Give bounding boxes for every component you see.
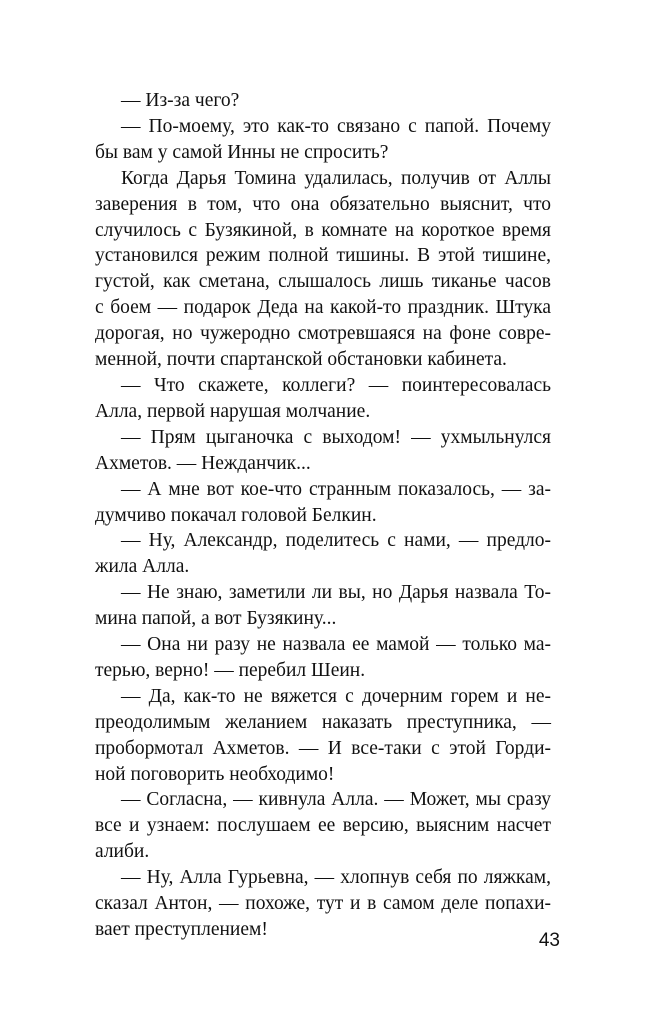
paragraph xyxy=(95,373,551,425)
page-number: 43 xyxy=(538,930,560,951)
paragraph xyxy=(95,787,551,865)
text-line: ной поговорить необходимо! xyxy=(95,763,335,785)
paragraph xyxy=(95,865,551,943)
text-line: с боем — подарок Деда на какой-то праздник. Штука xyxy=(95,297,551,319)
text-line: Когда Дарья Томина удалилась, получив от Аллы xyxy=(121,167,551,189)
text-line: дорогая, но чужеродно смотревшаяся на фоне совре- xyxy=(95,323,551,345)
paragraph xyxy=(95,684,551,788)
paragraph xyxy=(95,425,551,477)
text-line: случилось с Бузякиной, в комнате на короткое время xyxy=(95,219,551,241)
text-line: Алла, первой нарушая молчание. xyxy=(95,400,371,422)
text-line: бы вам у самой Инны не спросить? xyxy=(95,141,389,163)
text-line: — Из-за чего? xyxy=(121,90,240,111)
text-line: — Прям цыганочка с выходом! — ухмыльнулся xyxy=(121,426,551,448)
text-line: — Она ни разу не назвала ее мамой — только ма- xyxy=(121,634,551,656)
text-line: густой, как сметана, слышалось лишь тиканье часов xyxy=(95,271,551,293)
paragraph xyxy=(95,166,551,373)
text-line: установился режим полной тишины. В этой тишине, xyxy=(95,245,551,267)
text-line: — Ну, Александр, поделитесь с нами, — предло- xyxy=(121,530,551,552)
text-line: терью, верно! — перебил Шеин. xyxy=(95,659,366,681)
text-line: — Не знаю, заметили ли вы, но Дарья назвала То- xyxy=(121,582,551,604)
text-line: — Согласна, — кивнула Алла. — Может, мы сразу xyxy=(121,789,551,811)
text-line: мина папой, а вот Бузякину... xyxy=(95,608,337,630)
text-line: Ахметов. — Нежданчик... xyxy=(95,452,311,474)
text-line: жила Алла. xyxy=(95,556,190,578)
text-line: — По-моему, это как-то связано с папой. Почему xyxy=(121,115,551,137)
text-line: пробормотал Ахметов. — И все-таки с этой Горди- xyxy=(95,737,551,759)
paragraph xyxy=(95,528,551,580)
text-line: вает преступлением! xyxy=(95,919,268,940)
text-line: думчиво покачал головой Белкин. xyxy=(95,504,377,526)
text-line: — Да, как-то не вяжется с дочерним горем и не- xyxy=(121,685,551,707)
text-line: менной, почти спартанской обстановки кабинета. xyxy=(95,349,507,371)
paragraph xyxy=(95,632,551,684)
paragraph xyxy=(95,114,551,166)
text-line: алиби. xyxy=(95,841,150,863)
text-line: все и узнаем: послушаем ее версию, выясним насчет xyxy=(95,815,551,837)
paragraph xyxy=(95,88,551,114)
text-line: преодолимым желанием наказать преступника, — xyxy=(95,711,551,733)
text-line: сказал Антон, — похоже, тут и в самом деле попахи- xyxy=(95,893,551,915)
text-line: — Что скажете, коллеги? — поинтересовалась xyxy=(121,374,551,396)
text-line: — Ну, Алла Гурьевна, — хлопнув себя по ляжкам, xyxy=(121,867,551,889)
body-text xyxy=(95,88,551,943)
paragraph xyxy=(95,580,551,632)
text-line: — А мне вот кое-что странным показалось, — за- xyxy=(121,478,551,500)
text-line: заверения в том, что она обязательно выяснит, что xyxy=(95,193,551,215)
paragraph xyxy=(95,477,551,529)
